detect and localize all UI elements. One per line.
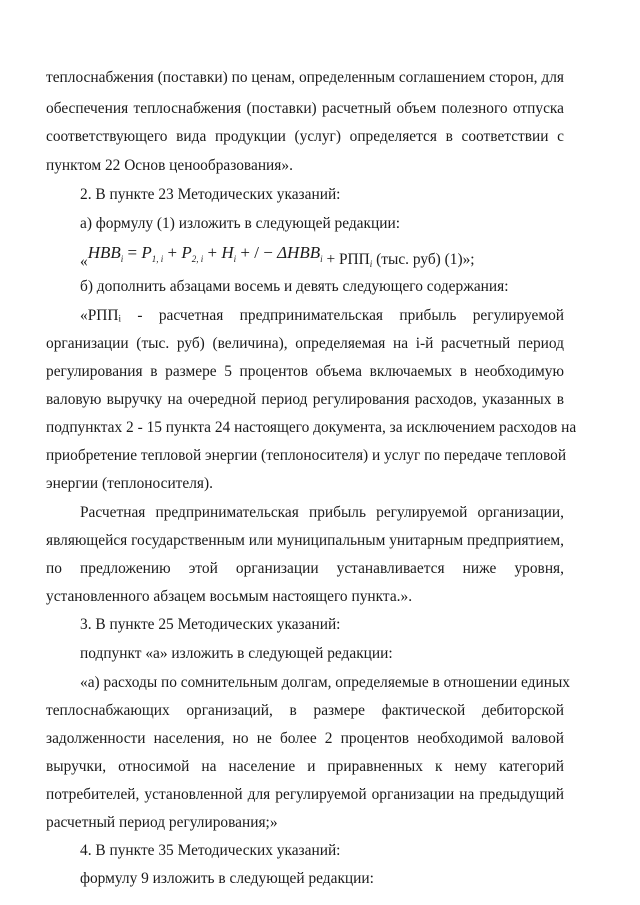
a-line-5: потребителей, установленной для регулируемой организации на предыдущий xyxy=(46,786,564,803)
rpp-line-7: энергии (теплоносителя). xyxy=(46,475,213,492)
formula-plus-2: + xyxy=(203,243,222,262)
formula-p2: P xyxy=(181,243,192,262)
profit-line-2: являющейся государственным или муниципальным унитарным предприятием, xyxy=(46,532,564,549)
formula-plus-minus: + / − xyxy=(236,243,278,262)
p1-line-4: пунктом 22 Основ ценообразования». xyxy=(46,157,293,174)
formula-p1: P xyxy=(141,243,152,262)
a-line-6: расчетный период регулирования;» xyxy=(46,814,278,831)
item-4-heading: 4. В пункте 35 Методических указаний: xyxy=(80,842,341,859)
p1-line-1: теплоснабжения (поставки) по ценам, определенным соглашением сторон, для xyxy=(46,69,564,86)
profit-line-3: по предложению этой организации устанавливается ниже уровня, xyxy=(46,560,564,577)
formula-h: H xyxy=(221,243,234,262)
rpp-line-5: подпунктах 2 - 15 пункта 24 настоящего документа, за исключением расходов на xyxy=(46,419,577,436)
item-3-sub: подпункт «а» изложить в следующей редакции: xyxy=(80,645,393,662)
formula-p1-sub: 1, i xyxy=(151,254,164,264)
a-line-1: «а) расходы по сомнительным долгам, определяемые в отношении единых xyxy=(80,674,570,691)
item-2b: б) дополнить абзацами восемь и девять следующего содержания: xyxy=(80,278,509,295)
rpp-line-1: «РППᵢ - расчетная предпринимательская прибыль регулируемой xyxy=(80,307,564,324)
a-line-3: задолженности населения, но не более 2 процентов необходимой валовой xyxy=(46,730,564,747)
item-4-sub: формулу 9 изложить в следующей редакции: xyxy=(80,870,374,887)
p1-line-2: обеспечения теплоснабжения (поставки) расчетный объем полезного отпуска xyxy=(46,100,564,117)
formula-eq: = xyxy=(123,243,142,262)
a-line-2: теплоснабжающих организаций, в размере фактической дебиторской xyxy=(46,702,564,719)
formula-lhs: НВВ xyxy=(87,243,121,262)
profit-line-1: Расчетная предпринимательская прибыль регулируемой организации, xyxy=(80,504,564,521)
a-line-4: выручки, относимой на население и приравненных к нему категорий xyxy=(46,758,564,775)
item-3-heading: 3. В пункте 25 Методических указаний: xyxy=(80,616,341,633)
formula-delta-nvv: ΔHBB xyxy=(277,243,321,262)
item-2a: а) формулу (1) изложить в следующей редакции: xyxy=(80,215,400,232)
formula-delta-sub: i xyxy=(320,254,323,264)
formula-h-sub: i xyxy=(233,254,237,264)
formula-open-quote: « xyxy=(80,253,88,270)
rpp-line-2: организации (тыс. руб) (величина), определяемая на i-й расчетный период xyxy=(46,335,564,352)
formula-tail-rest: (тыс. руб) (1)»; xyxy=(372,251,475,268)
formula-tail-plus: + РПП xyxy=(322,251,370,268)
formula-tail-sub: i xyxy=(369,259,373,269)
formula-1 xyxy=(80,243,564,269)
p1-line-3: соответствующего вида продукции (услуг) определяется в соответствии с xyxy=(46,128,564,145)
rpp-line-6: приобретение тепловой энергии (теплоносителя) и услуг по передаче тепловой xyxy=(46,447,567,464)
rpp-line-3: регулирования в размере 5 процентов объема включаемых в необходимую xyxy=(46,363,564,380)
formula-p2-sub: 2, i xyxy=(191,254,204,264)
rpp-line-4: валовую выручку на очередной период регулирования расходов, указанных в xyxy=(46,391,564,408)
profit-line-4: установленного абзацем восьмым настоящего пункта.». xyxy=(46,588,413,605)
formula-plus-1: + xyxy=(163,243,182,262)
item-2-heading: 2. В пункте 23 Методических указаний: xyxy=(80,186,341,203)
formula-lhs-sub: i xyxy=(120,254,124,264)
